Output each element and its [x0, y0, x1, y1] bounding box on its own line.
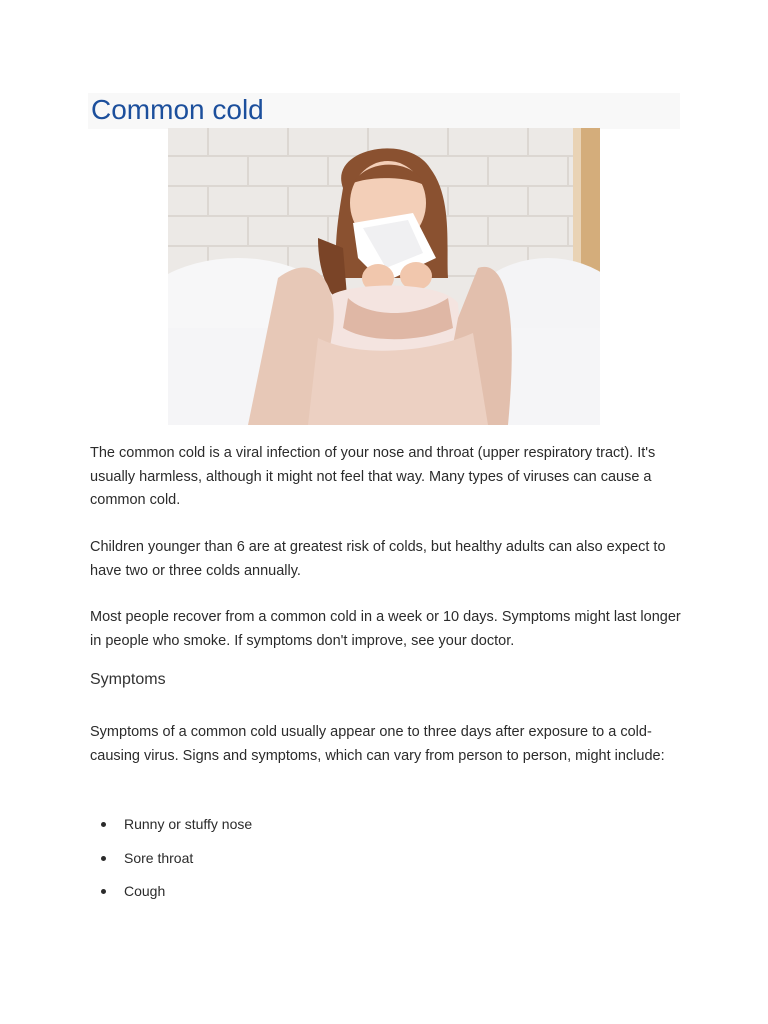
bullet-icon [101, 889, 106, 894]
symptoms-heading: Symptoms [90, 671, 166, 688]
recovery-paragraph: Most people recover from a common cold in a week or 10 days. Symptoms might last longer in people who smoke. If symptoms don't improve, see your doctor. [90, 609, 681, 649]
risk-paragraph: Children younger than 6 are at greatest risk of colds, but healthy adults can also expect to have two or three colds annually. [90, 539, 666, 579]
bullet-icon [101, 856, 106, 861]
page-title: Common cold [91, 94, 264, 125]
symptoms-intro: Symptoms of a common cold usually appear one to three days after exposure to a cold-causing virus. Signs and symptoms, which can vary from person to person, might include: [90, 724, 665, 764]
article-image [168, 128, 600, 425]
symptom-label: Cough [124, 883, 166, 899]
bullet-icon [101, 822, 106, 827]
symptom-label: Sore throat [124, 849, 194, 866]
intro-paragraph: The common cold is a viral infection of your nose and throat (upper respiratory tract). It's usually harmless, although it might not feel that way. Many types of viruses can cause a common cold. [90, 445, 656, 508]
symptom-label: Runny or stuffy nose [124, 816, 253, 832]
list-item [90, 812, 252, 846]
list-item [90, 879, 252, 913]
list-item [90, 846, 252, 880]
child-sneezing-illustration [168, 128, 600, 425]
symptoms-list [90, 812, 252, 913]
